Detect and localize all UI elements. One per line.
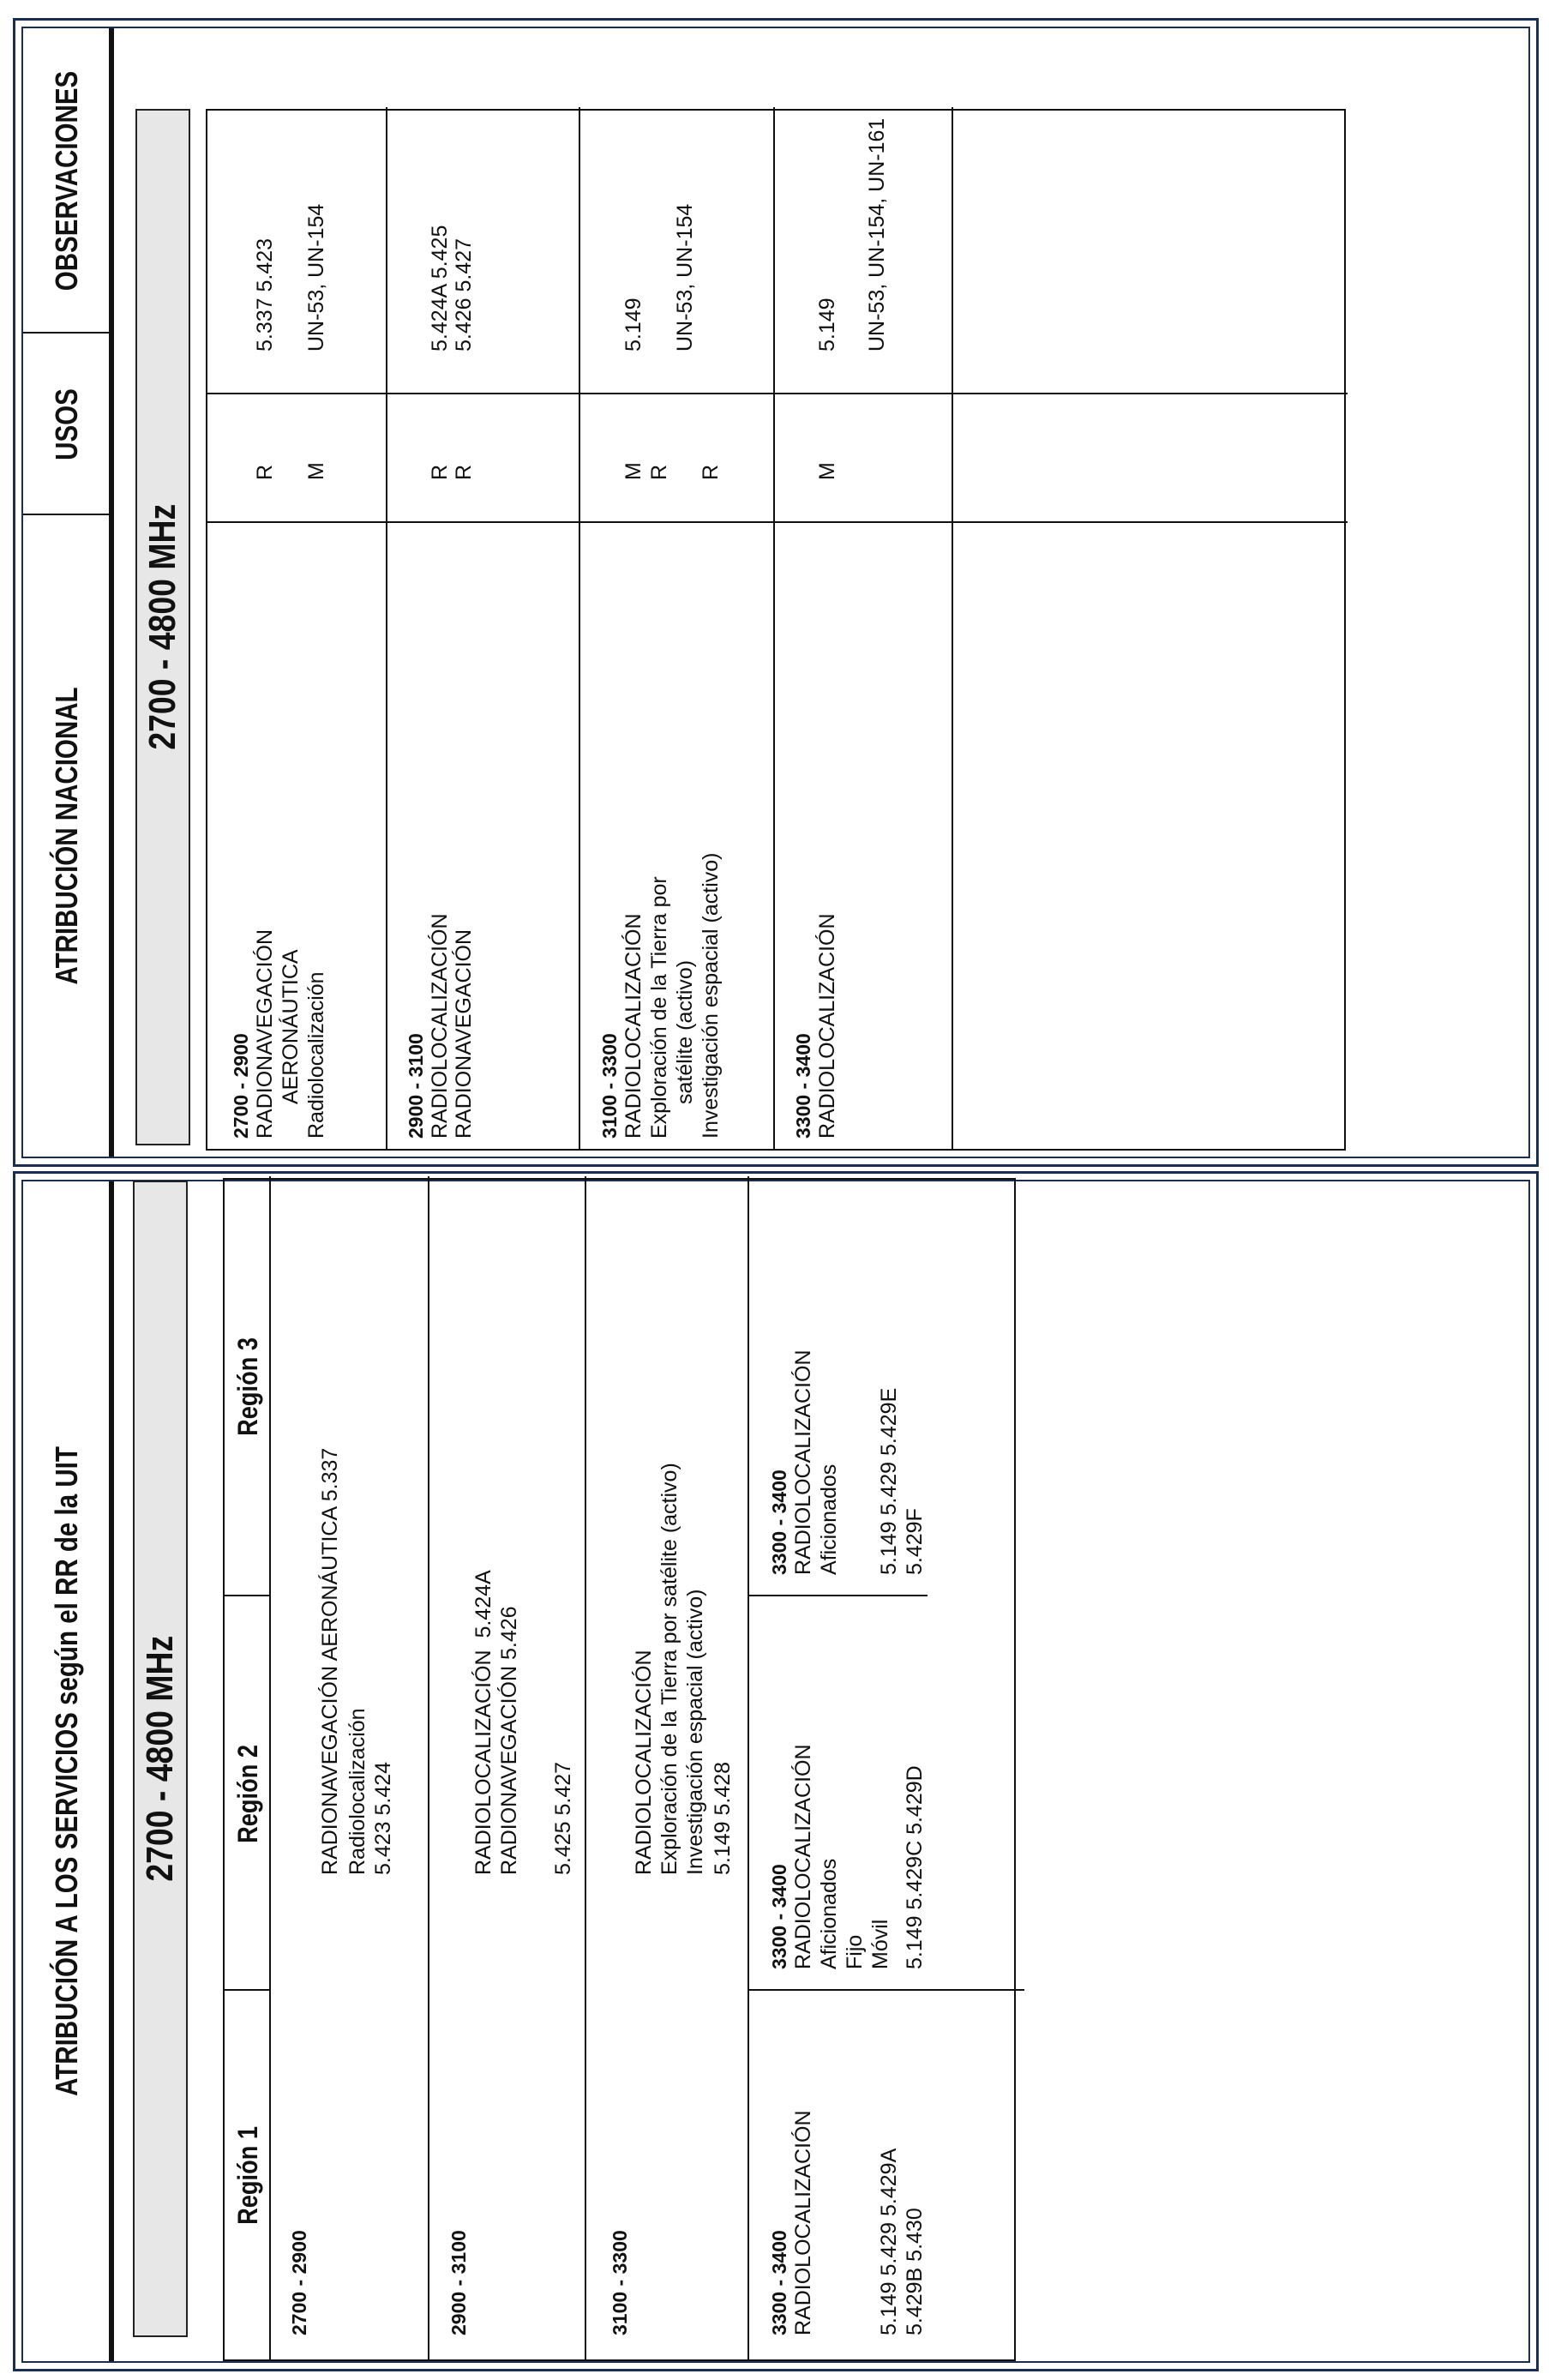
row-rule-4 [952,107,953,1149]
nat-row2-obs-1: 5.424A 5.425 [428,225,452,352]
national-header-rule [109,28,114,1157]
header-div-1 [225,1989,269,1991]
col-head-region2: Región 2 [232,1744,263,1843]
row4-r1-note-2: 5.429B 5.430 [903,2208,927,2335]
row2-service-2: RADIONAVEGACIÓN 5.426 [497,1606,521,1875]
col-div-1 [207,521,1348,523]
nat-row3-obs-1: 5.149 [621,298,645,352]
row2-range: 2900 - 3100 [447,2230,470,2335]
itu-allocation-panel [13,1171,1539,2371]
row1-range: 2700 - 2900 [288,2230,310,2335]
head-div-1 [23,514,109,515]
row4-r2-service-3: Fijo [843,1934,867,1969]
row2-service-1: RADIOLOCALIZACIÓN 5.424A [471,1570,495,1875]
nat-row2-uso-2: R [452,464,476,480]
nat-row3-uso-1: M [621,462,645,480]
row4-r1-service-1: RADIOLOCALIZACIÓN [791,2110,815,2335]
nat-row3-obs-3: UN-53, UN-154 [673,203,697,352]
head-div-2 [23,332,109,334]
itu-band-box [133,1181,188,2337]
row4-div-2 [747,1595,928,1596]
nat-row2-service-1: RADIOLOCALIZACIÓN [428,913,452,1139]
nat-row3-uso-2: R [647,464,671,480]
row-rule-3 [747,1176,749,2359]
row4-div-1 [747,1989,1024,1991]
itu-header [23,1181,109,2361]
nat-row4-uso-1: M [815,462,839,480]
nat-row3-service-2: Exploración de la Tierra por [647,876,671,1139]
col-head-region3: Región 3 [232,1337,263,1436]
row4-r3-note-2: 5.429F [903,1508,927,1575]
nat-row1-range: 2700 - 2900 [230,1033,252,1139]
head-observaciones: OBSERVACIONES [49,70,84,291]
row-rule-2 [585,1176,586,2359]
head-atribucion-nacional: ATRIBUCIÓN NACIONAL [49,687,84,985]
nat-row3-service-4: Investigación espacial (activo) [699,852,723,1139]
row-rule-1 [428,1176,429,2359]
nat-row1-obs-3: UN-53, UN-154 [304,203,328,352]
row4-r2-range: 3300 - 3400 [768,1864,790,1969]
nat-row1-service-1: RADIONAVEGACIÓN [253,929,277,1139]
nat-row1-uso-1: R [253,464,277,480]
row-rule-2 [579,107,580,1149]
nat-row3-uso-4: R [699,464,723,480]
nat-row2-obs-2: 5.426 5.427 [452,237,476,352]
nat-row1-obs-1: 5.337 5.423 [253,237,277,352]
row4-r2-service-1: RADIOLOCALIZACIÓN [791,1744,815,1969]
row-rule-3 [773,107,775,1149]
row3-range: 3100 - 3300 [609,2230,631,2335]
nat-row2-range: 2900 - 3100 [405,1033,427,1139]
nat-row1-uso-3: M [304,462,328,480]
nat-row1-service-2: AERONÁUTICA [279,949,303,1104]
nat-row4-service-1: RADIOLOCALIZACIÓN [815,913,839,1139]
row4-r3-service-2: Aficionados [817,1463,841,1575]
row1-footnotes: 5.423 5.424 [371,1761,395,1875]
national-band-box [135,109,190,1145]
row4-r3-range: 3300 - 3400 [768,1469,790,1575]
row2-footnotes: 5.425 5.427 [551,1761,575,1875]
nat-row2-service-2: RADIONAVEGACIÓN [452,929,476,1139]
header-div-2 [225,1595,269,1596]
row4-r3-note-1: 5.149 5.429 5.429E [877,1387,901,1575]
row3-service-3: Investigación espacial (activo) [683,1589,707,1875]
itu-table [223,1178,1016,2361]
national-header [23,28,109,1157]
row1-service-1: RADIONAVEGACIÓN AERONÁUTICA 5.337 [318,1447,342,1875]
nat-row4-range: 3300 - 3400 [792,1033,814,1139]
nat-row3-range: 3100 - 3300 [598,1033,621,1139]
nat-row3-service-1: RADIOLOCALIZACIÓN [621,913,645,1139]
itu-title: ATRIBUCIÓN A LOS SERVICIOS según el RR de la UIT [49,1446,84,2096]
nat-row4-obs-3: UN-53, UN-154, UN-161 [865,117,889,352]
header-rule [269,1176,271,2359]
nat-row1-service-3: Radiolocalización [304,971,328,1139]
national-band-label: 2700 - 4800 MHz [141,504,183,750]
row4-r1-range: 3300 - 3400 [768,2230,790,2335]
row4-r2-note-1: 5.149 5.429C 5.429D [903,1765,927,1969]
col-div-2 [207,393,1348,394]
national-table [206,109,1346,1151]
col-head-region1: Región 1 [232,2125,263,2225]
row3-service-1: RADIOLOCALIZACIÓN [632,1650,656,1875]
row3-footnotes: 5.149 5.428 [711,1761,735,1875]
itu-band-label: 2700 - 4800 MHz [139,1636,181,1882]
row4-r2-service-4: Móvil [868,1919,892,1969]
nat-row2-uso-1: R [428,464,452,480]
national-allocation-panel [13,18,1539,1167]
itu-header-rule [109,1181,114,2361]
nat-row3-service-3: satélite (activo) [673,959,697,1104]
row1-service-2: Radiolocalización [345,1708,369,1875]
row4-r3-service-1: RADIOLOCALIZACIÓN [791,1349,815,1575]
row4-r1-note-1: 5.149 5.429 5.429A [877,2148,901,2335]
nat-row4-obs-1: 5.149 [815,298,839,352]
head-usos: USOS [49,388,84,460]
row3-service-2: Exploración de la Tierra por satélite (activo) [657,1463,681,1875]
row-rule-1 [386,107,387,1149]
row4-r2-service-2: Aficionados [817,1858,841,1969]
